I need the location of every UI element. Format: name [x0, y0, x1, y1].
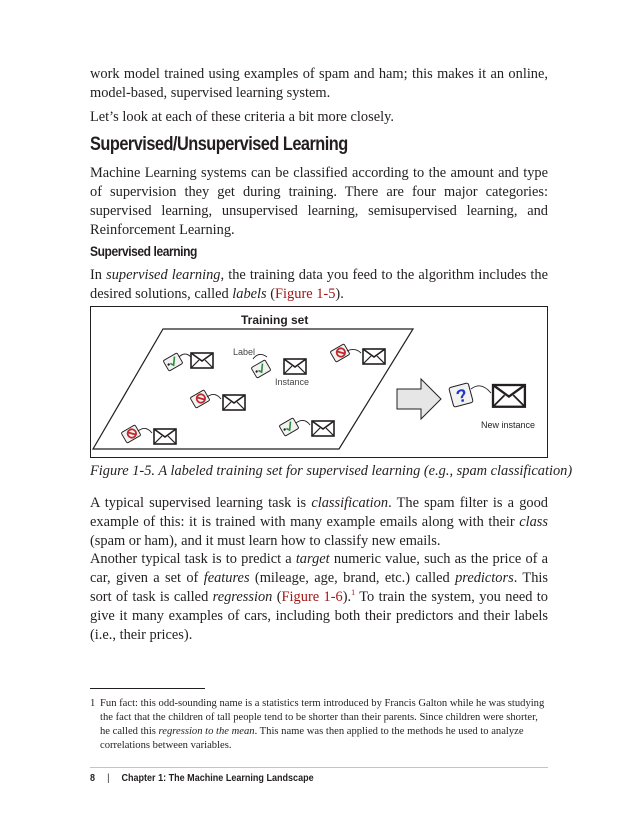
page-footer [90, 772, 314, 784]
chapter-title: Chapter 1: The Machine Learning Landscape [121, 772, 314, 784]
subsection-heading: Supervised learning [90, 243, 197, 259]
paragraph-intro: work model trained using examples of spam and ham; this makes it an online, model-based, supervised learning system. [90, 66, 548, 101]
figure-caption: Figure 1-5. A labeled training set for supervised learning (e.g., spam classification) [90, 463, 573, 479]
figure-1-6-link[interactable]: Figure 1-6 [281, 589, 343, 605]
section-heading: Supervised/Unsupervised Learning [90, 134, 348, 155]
page-number: 8 [90, 772, 96, 784]
new-instance-annotation: New instance [481, 420, 536, 430]
figure-training-set [90, 306, 548, 458]
spam-email-icon [330, 344, 385, 364]
predict-arrow-icon [397, 379, 441, 419]
spam-email-icon [121, 425, 176, 444]
paragraph-supervised: In supervised learning, the training data you feed to the algorithm includes the desired solutions, called labels (Figure 1-5). [90, 267, 548, 302]
footnote-divider [90, 688, 205, 689]
footnote-number: 1 [90, 698, 96, 709]
paragraph-classification: A typical supervised learning task is classification. The spam filter is a good example of this: it is trained with many example emails along with their class (spam or ham), and it must learn how to classify new emails. [90, 495, 548, 549]
ham-email-icon [251, 354, 306, 378]
footnote: 1 Fun fact: this odd-sounding name is a statistics term introduced by Francis Galton while he was studying the fact that the children of tall people tend to be shorter than their parents. Since children were shorter, he called this regression to the mean. This name was then applied to the methods he used to analyze correlations between variables. [90, 698, 545, 751]
ham-email-icon [163, 353, 213, 371]
footnote-ref[interactable]: 1 [351, 588, 356, 598]
paragraph-closer: Let’s look at each of these criteria a bit more closely. [90, 109, 394, 125]
question-mark: ? [453, 384, 470, 407]
training-set-title: Training set [241, 313, 309, 327]
spam-email-icon [190, 390, 245, 410]
footer-separator: | [107, 772, 110, 784]
ham-email-icon [279, 418, 334, 436]
label-annotation: Label [233, 347, 256, 357]
paragraph-ml-categories: Machine Learning systems can be classified according to the amount and type of supervision they get during training. There are four major categories: supervised learning, unsupervised learning, semisupervised learning, and Reinforcement Learning. [90, 165, 548, 238]
paragraph-regression: Another typical task is to predict a target numeric value, such as the price of a car, given a set of features (mileage, age, brand, etc.) called predictors. This sort of task is called regression (Figure 1-6).$^1$ To train the system, you need to give it many examples of cars, including both their predictors and their labels (i.e., their prices). [90, 551, 549, 643]
footer-divider [90, 767, 548, 768]
figure-1-5-link[interactable]: Figure 1-5 [275, 286, 336, 302]
new-instance-email-icon [449, 383, 525, 408]
instance-annotation: Instance [275, 377, 310, 387]
